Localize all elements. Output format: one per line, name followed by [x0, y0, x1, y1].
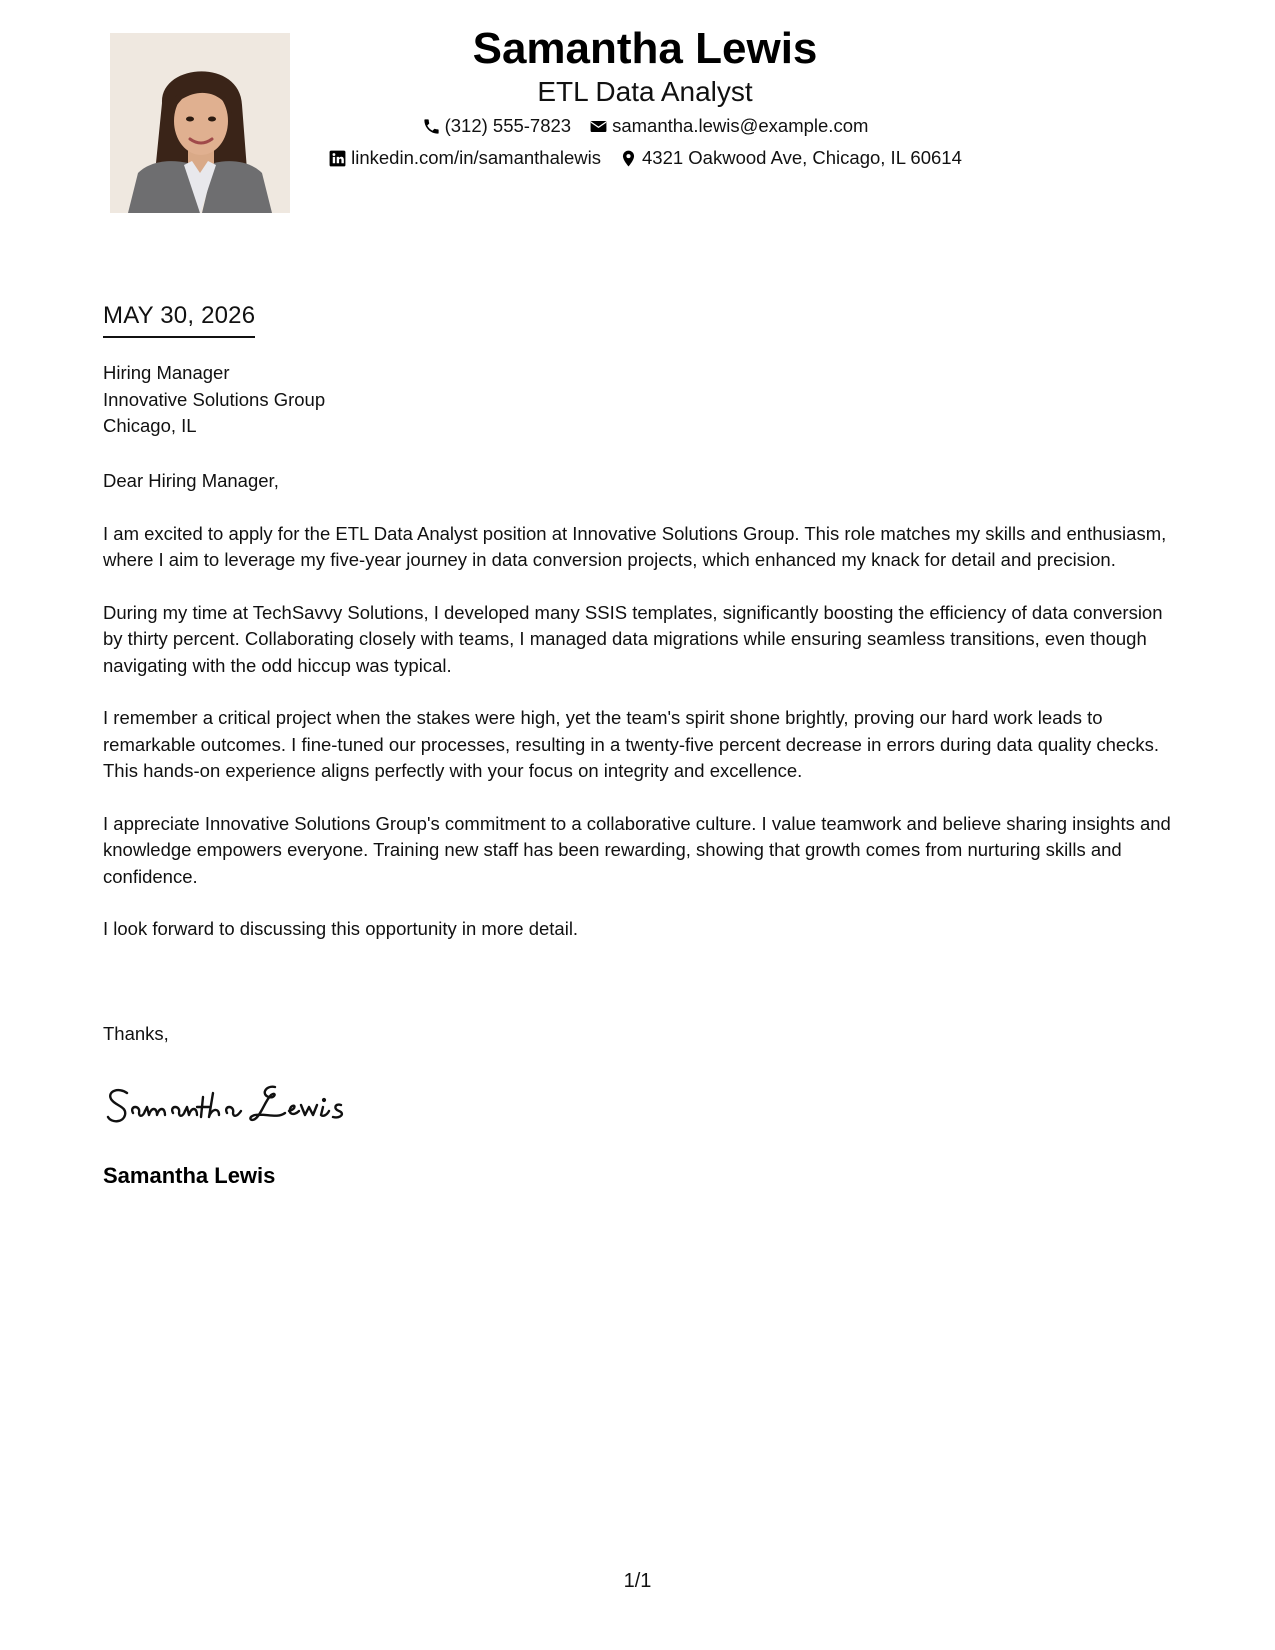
- contact-row-secondary: [300, 146, 990, 170]
- phone-icon: [422, 117, 441, 136]
- paragraph: I appreciate Innovative Solutions Group's commitment to a collaborative culture. I value teamwork and believe sharing insights and knowledge empowers everyone. Training new staff has been rewarding, showing that growth comes from nurturing skills and confidence.: [103, 812, 1171, 887]
- recipient-block: [103, 360, 325, 440]
- email-address: samantha.lewis@example.com: [612, 115, 869, 136]
- street-address: 4321 Oakwood Ave, Chicago, IL 60614: [642, 147, 962, 168]
- address-contact: [619, 146, 962, 170]
- linkedin-url: linkedin.com/in/samanthalewis: [351, 147, 601, 168]
- paragraph: I remember a critical project when the stakes were high, yet the team's spirit shone brightly, proving our hard work leads to remarkable outcomes. I fine-tuned our processes, resulting in a twenty-five percent decrease in errors during data quality checks. This hands-on experience aligns perfectly with your focus on integrity and excellence.: [103, 707, 1160, 781]
- phone-contact[interactable]: [422, 114, 572, 138]
- salutation: Dear Hiring Manager,: [103, 470, 279, 491]
- paragraph: I look forward to discussing this opportunity in more detail.: [103, 918, 579, 939]
- job-title: ETL Data Analyst: [537, 76, 753, 107]
- profile-photo: [110, 33, 290, 213]
- email-contact[interactable]: [589, 114, 868, 138]
- map-marker-icon: [619, 149, 638, 168]
- paragraph: I am excited to apply for the ETL Data Analyst position at Innovative Solutions Group. This role matches my skills and enthusiasm, where I aim to leverage my five-year journey in data conversion projects, which enhanced my knack for detail and precision.: [103, 522, 1167, 570]
- recipient-company: Innovative Solutions Group: [103, 388, 326, 410]
- contact-row-primary: [300, 114, 990, 138]
- recipient-location: Chicago, IL: [103, 415, 197, 436]
- recipient-title: Hiring Manager: [103, 362, 230, 383]
- phone-number: (312) 555-7823: [444, 115, 572, 136]
- page-number: 1/1: [623, 1570, 652, 1592]
- envelope-icon: [589, 117, 608, 136]
- paragraph: During my time at TechSavvy Solutions, I developed many SSIS templates, significantly boosting the efficiency of data conversion by thirty percent. Collaborating closely with teams, I managed data migrations while ensuring seamless transitions, even though navigating with the odd hiccup was typical.: [103, 601, 1163, 676]
- letter-body: [103, 468, 1173, 969]
- resume-header: [300, 22, 990, 170]
- letter-date: MAY 30, 2026: [103, 300, 255, 338]
- handwritten-signature: [105, 1075, 365, 1135]
- linkedin-icon: [328, 149, 347, 168]
- closing: Thanks,: [103, 1023, 169, 1044]
- applicant-name: Samantha Lewis: [472, 24, 818, 73]
- signer-name: Samantha Lewis: [103, 1163, 276, 1188]
- linkedin-contact[interactable]: [328, 146, 601, 170]
